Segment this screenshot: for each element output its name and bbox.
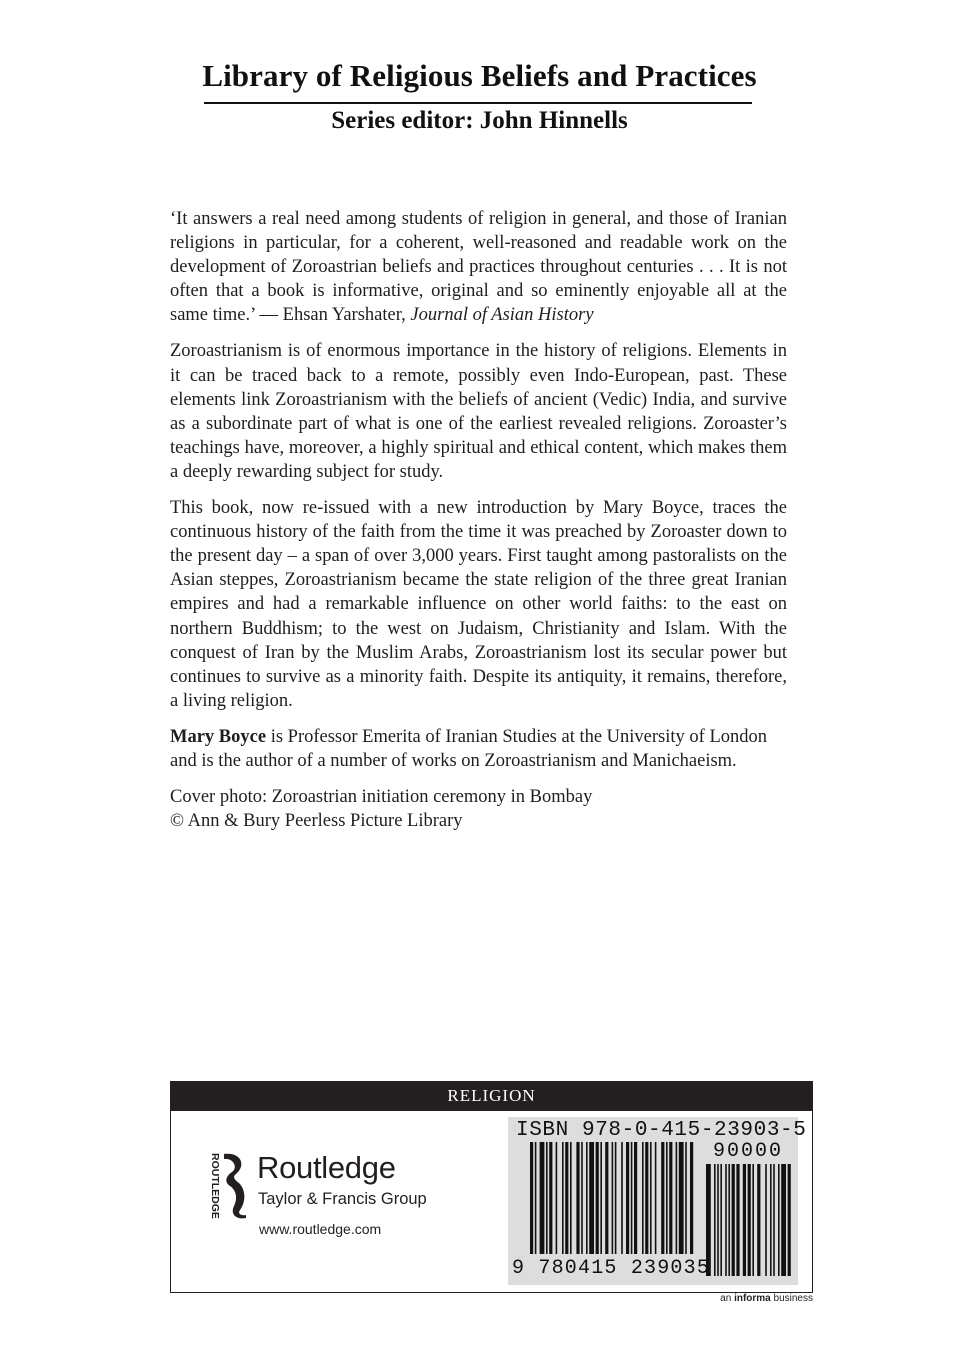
review-quote xyxy=(170,207,787,327)
cover-photo-line: Cover photo: Zoroastrian initiation ceremony in Bombay xyxy=(170,787,593,808)
publisher-group: Taylor & Francis Group xyxy=(258,1190,427,1208)
informa-suffix: business xyxy=(770,1293,813,1304)
quote-source: Journal of Asian History xyxy=(410,305,594,326)
quote-text: ‘It answers a real need among students of religion in general, and those of Iranian religions in particular, for a coherent, well-reasoned and readable work on the development of Zoroastrian beliefs and practices throughout centuries . . . It is not often that a book is informative, original and so eminently enjoyable all at the same time.’ — Ehsan Yarshater, xyxy=(170,209,787,326)
description-paragraph-1: Zoroastrianism is of enormous importance in the history of religions. Elements in it can be traced back to a remote, possibly even Indo-European, past. These elements link Zoroastrianism with the beliefs of ancient (Vedic) India, and survive as a subordinate part of what is one of the earliest revealed religions. Zoroaster’s teachings have, moreover, a highly spiritual and ethical content, which makes them a deeply rewarding subject for study. xyxy=(170,341,787,482)
informa-brand: informa xyxy=(734,1293,771,1304)
publisher-name: Routledge xyxy=(257,1150,396,1185)
series-title: Library of Religious Beliefs and Practices xyxy=(202,58,757,93)
informa-tagline xyxy=(720,1293,813,1304)
series-editor: Series editor: John Hinnells xyxy=(331,107,628,134)
price-code: 90000 xyxy=(713,1140,784,1163)
informa-prefix: an xyxy=(720,1293,735,1304)
logo-vertical-text: ROUTLEDGE xyxy=(209,1153,221,1219)
author-bio-text: is Professor Emerita of Iranian Studies at the University of London and is the author of a number of works on Zoroastrianism and Manichaeism. xyxy=(170,726,767,771)
author-name: Mary Boyce xyxy=(170,726,267,747)
copyright-line: © Ann & Bury Peerless Picture Library xyxy=(170,811,463,832)
description-paragraph-2: This book, now re-issued with a new introduction by Mary Boyce, traces the continuous history of the faith from the time it was preached by Zoroaster down to the present day – a span of over 3,000 years. First taught among pastoralists on the Asian steppes, Zoroastrianism became the state religion of the three great Iranian empires and had a remarkable influence on other world faiths: to the east on northern Buddhism; to the west on Judaism, Christianity and Islam. With the conquest of Iran by the Muslim Arabs, Zoroastrianism lost its secular power but continues to survive as a minority faith. Despite its antiquity, it remains, therefore, a living religion. xyxy=(170,498,787,711)
publisher-url[interactable]: www.routledge.com xyxy=(259,1221,382,1237)
subject-bar: RELIGION xyxy=(170,1081,813,1111)
cover-credits xyxy=(170,785,787,833)
routledge-logo-icon xyxy=(202,1150,262,1220)
isbn-text: ISBN 978-0-415-23903-5 xyxy=(516,1119,807,1142)
blurb xyxy=(170,207,787,833)
title-rule xyxy=(204,102,752,104)
author-bio xyxy=(170,725,787,773)
ean-digits: 9 780415 239035 xyxy=(512,1257,711,1280)
